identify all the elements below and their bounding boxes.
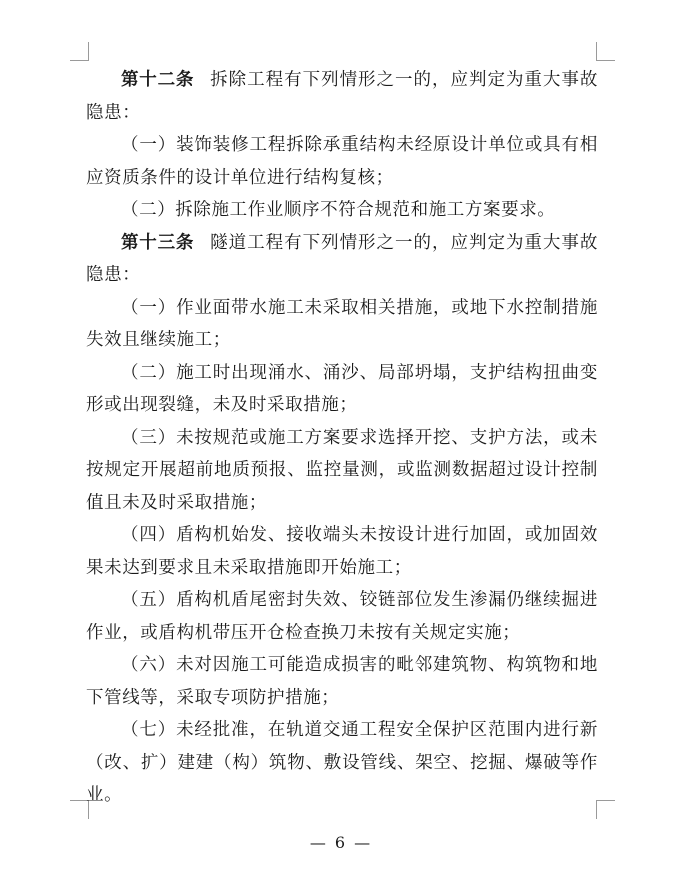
crop-mark-top-right (596, 42, 615, 61)
article-12-heading (86, 64, 598, 129)
article-12-text: 拆除工程有下列情形之一的，应判定为重大事故隐患： (86, 70, 598, 123)
crop-mark-top-left (70, 42, 89, 61)
article-13-text: 隧道工程有下列情形之一的，应判定为重大事故隐患： (86, 232, 598, 285)
crop-mark-bottom-right (596, 800, 615, 819)
article-12-item-2: （二）拆除施工作业顺序不符合规范和施工方案要求。 (121, 200, 556, 220)
article-13-item-2: （二）施工时出现涌水、涌沙、局部坍塌，支护结构扭曲变形或出现裂缝，未及时采取措施； (86, 362, 598, 415)
article-13-item-7: （七）未经批准，在轨道交通工程安全保护区范围内进行新（改、扩）建建（构）筑物、敷设管线、架空、挖掘、爆破等作业。 (86, 720, 598, 805)
article-13-item-3: （三）未按规范或施工方案要求选择开挖、支护方法，或未按规定开展超前地质预报、监控量测，或监测数据超过设计控制值且未及时采取措施； (86, 427, 598, 513)
article-13-item-1: （一）作业面带水施工未采取相关措施，或地下水控制措施失效且继续施工； (86, 297, 598, 350)
article-13-item-6: （六）未对因施工可能造成损害的毗邻建筑物、构筑物和地下管线等，采取专项防护措施； (86, 655, 598, 708)
article-13-item-4: （四）盾构机始发、接收端头未按设计进行加固，或加固效果未达到要求且未采取措施即开始施工； (86, 525, 598, 578)
page-number: — 6 — (309, 833, 373, 852)
article-13-item-5: （五）盾构机盾尾密封失效、铰链部位发生渗漏仍继续掘进作业，或盾构机带压开仓检查换刀未按有关规定实施； (86, 590, 598, 643)
document-body (86, 64, 598, 812)
article-13-heading (86, 227, 598, 292)
article-12-item-1: （一）装饰装修工程拆除承重结构未经原设计单位或具有相应资质条件的设计单位进行结构复核； (86, 135, 598, 188)
article-12-label: 第十二条 (121, 70, 195, 90)
article-13-label: 第十三条 (121, 232, 195, 253)
